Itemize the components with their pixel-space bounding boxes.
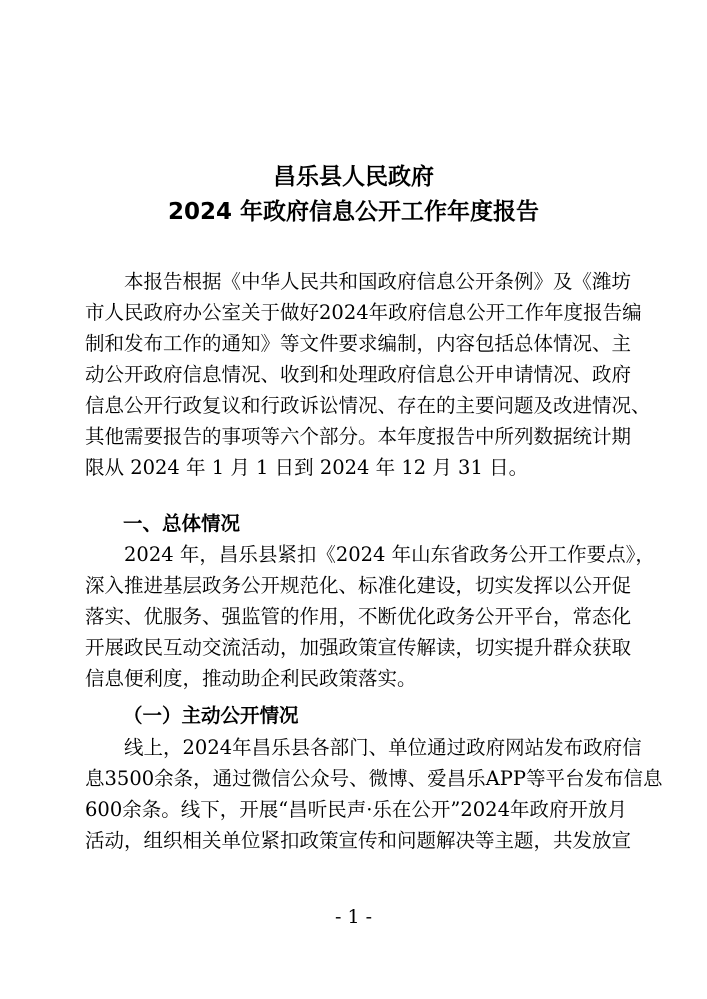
intro-line: 限从 2024 年 1 月 1 日到 2024 年 12 月 31 日。 xyxy=(85,456,529,479)
section-line: 信息便利度，推动助企利民政策落实。 xyxy=(85,667,417,690)
report-title-line-1: 昌乐县人民政府 xyxy=(273,164,434,190)
intro-line: 市人民政府办公室关于做好2024年政府信息公开工作年度报告编 xyxy=(85,301,642,324)
page-number: - 1 - xyxy=(334,906,372,928)
intro-line: 其他需要报告的事项等六个部分。本年度报告中所列数据统计期 xyxy=(85,425,632,448)
subsection-heading: （一）主动公开情况 xyxy=(123,704,299,727)
intro-line: 本报告根据《中华人民共和国政府信息公开条例》及《潍坊 xyxy=(85,270,632,293)
intro-line: 动公开政府信息情况、收到和处理政府信息公开申请情况、政府 xyxy=(85,363,632,386)
subsection-line: 活动，组织相关单位紧扣政策宣传和问题解决等主题，共发放宣 xyxy=(85,829,632,852)
section-line: 落实、优服务、强监管的作用，不断优化政务公开平台，常态化 xyxy=(85,605,632,628)
intro-line: 信息公开行政复议和行政诉讼情况、存在的主要问题及改进情况、 xyxy=(85,394,651,417)
section-heading: 一、总体情况 xyxy=(123,512,241,535)
subsection-line: 600余条。线下，开展“昌听民声·乐在公开”2024年政府开放月 xyxy=(85,798,627,821)
subsection-line: 线上，2024年昌乐县各部门、单位通过政府网站发布政府信 xyxy=(85,736,642,759)
section-line: 2024 年，昌乐县紧扣《2024 年山东省政务公开工作要点》， xyxy=(85,543,655,566)
report-title-line-2: 2024 年政府信息公开工作年度报告 xyxy=(167,199,540,225)
section-line: 开展政民互动交流活动，加强政策宣传解读，切实提升群众获取 xyxy=(85,636,632,659)
subsection-line: 息3500余条，通过微信公众号、微博、爱昌乐APP等平台发布信息 xyxy=(85,767,663,790)
intro-line: 制和发布工作的通知》等文件要求编制，内容包括总体情况、主 xyxy=(85,332,632,355)
section-line: 深入推进基层政务公开规范化、标准化建设，切实发挥以公开促 xyxy=(85,574,632,597)
